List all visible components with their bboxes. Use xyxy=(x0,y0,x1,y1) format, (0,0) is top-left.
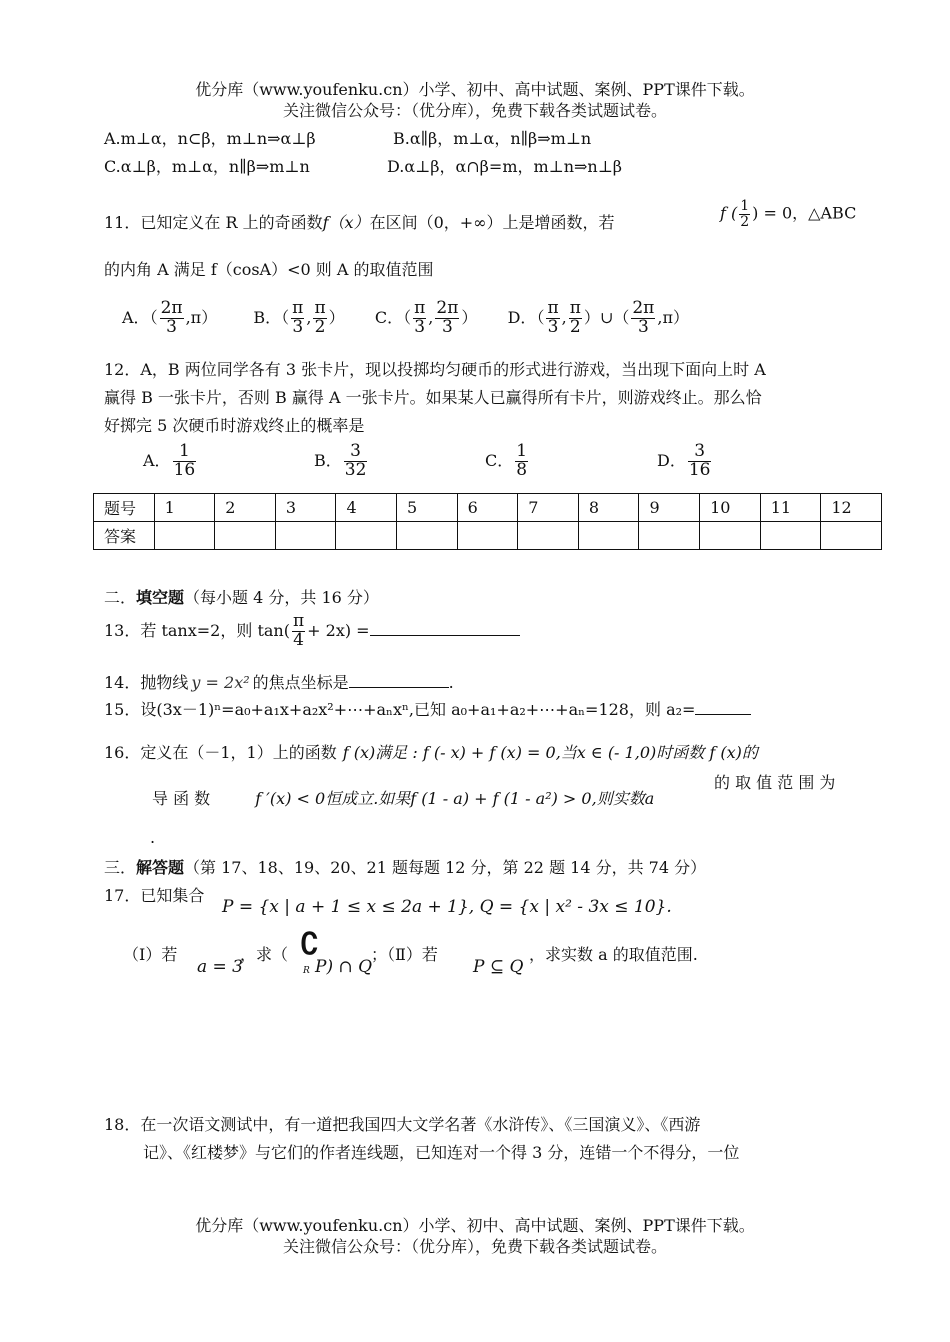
q11-frac-den: 3 xyxy=(414,316,426,337)
q11-paren: ） xyxy=(583,307,600,327)
q13 xyxy=(104,613,520,650)
q11-opt-b xyxy=(253,298,349,337)
q12-option-b xyxy=(314,443,369,480)
q13-number: 13． xyxy=(104,620,141,640)
q11-cond-f: f ( xyxy=(720,203,738,223)
q11-paren: （ xyxy=(403,307,412,327)
header-line-2: 关注微信公众号：（优分库），免费下载各类试题试卷。 xyxy=(282,101,667,120)
q11-options xyxy=(122,300,689,337)
q17-part-2-text: ，求实数 a 的取值范围. xyxy=(529,945,698,964)
answer-cell[interactable] xyxy=(760,522,821,550)
q14-end: . xyxy=(448,673,454,692)
q11-opt-a xyxy=(122,298,222,337)
q10-option-c: C.α⊥β，m⊥α，n∥β⇒m⊥n xyxy=(104,157,310,176)
q11-frac-num: π xyxy=(414,298,426,318)
q11-frac-den: 3 xyxy=(547,316,559,337)
q11-line-2: 的内角 A 满足 f（cosA）<0 则 A 的取值范围 xyxy=(104,260,434,279)
q11-paren: ） xyxy=(328,307,345,327)
q12-frac-den: 32 xyxy=(344,459,367,480)
section-2-note: （每小题 4 分，共 16 分） xyxy=(184,588,379,607)
q12-opt-label: C． xyxy=(485,450,514,470)
q14-number: 14． xyxy=(104,673,141,692)
q12-frac-num: 3 xyxy=(688,443,712,462)
q18-text-1: 在一次语文测试中，有一道把我国四大文学名著《水浒传》、《三国演义》、《西游 xyxy=(140,1115,701,1134)
answer-table-number: 3 xyxy=(275,494,336,522)
q10-option-a: A.m⊥α，n⊂β，m⊥n⇒α⊥β xyxy=(104,129,316,148)
q16-text-c: 的 取 值 范 围 为 xyxy=(714,773,836,792)
answer-table-head: 答案 xyxy=(94,522,155,550)
header-line-1: 优分库（www.youfenku.cn）小学、初中、高中试题、案例、PPT课件下载。 xyxy=(195,80,755,99)
q12-number: 12． xyxy=(104,360,141,379)
q17-part-2-condition: P ⊆ Q xyxy=(473,957,524,977)
q17-sets-formula: P = {x | a + 1 ≤ x ≤ 2a + 1}, Q = {x | x² - 3x ≤ 10}. xyxy=(222,897,672,917)
q10-option-b: B.α∥β，m⊥α，n∥β⇒m⊥n xyxy=(393,129,592,148)
answer-table-number: 5 xyxy=(397,494,458,522)
answer-cell[interactable] xyxy=(336,522,397,550)
q12-frac-den: 16 xyxy=(173,459,196,480)
q11-comma-pi: ,π xyxy=(185,307,202,327)
q17-part-1-condition: a = 3 xyxy=(197,957,244,977)
q12-frac-den: 8 xyxy=(516,459,528,480)
q11-opt-c-label: C． xyxy=(374,307,404,327)
footer-line-1: 优分库（www.youfenku.cn）小学、初中、高中试题、案例、PPT课件下载。 xyxy=(195,1216,755,1235)
q15-text: 设(3x－1)ⁿ=a₀+a₁x+a₂x²+⋯+aₙxⁿ,已知 a₀+a₁+a₂+⋯+aₙ=128，则 a₂= xyxy=(140,700,696,719)
q12-frac-den: 16 xyxy=(688,459,711,480)
section-2-heading xyxy=(104,585,379,608)
section-2-title: 填空题 xyxy=(136,588,185,607)
q11-paren: （ xyxy=(281,307,290,327)
q11-text-a: 已知定义在 R 上的奇函数 xyxy=(140,213,323,232)
q11-frac-num: π xyxy=(314,298,326,318)
answer-cell[interactable] xyxy=(154,522,215,550)
section-3-title: 解答题 xyxy=(136,858,185,877)
q11-comma: , xyxy=(428,307,434,327)
q11-comma: , xyxy=(561,307,567,327)
q14-text-b: 的焦点坐标是 xyxy=(252,673,349,692)
q15-answer-blank[interactable] xyxy=(695,700,751,715)
q13-tan: tan( xyxy=(257,620,290,640)
q17-line-1 xyxy=(104,883,204,906)
q12-opt-label: B． xyxy=(314,450,342,470)
q13-answer-blank[interactable] xyxy=(370,621,520,636)
q14-text-a: 抛物线 xyxy=(140,673,189,692)
q16-formula-2: f ′(x) < 0恒成立.如果f (1 - a) + f (1 - a²) > 0,则实数a xyxy=(255,789,655,808)
q13-frac-num: π xyxy=(292,611,305,631)
q11-frac-den: 2 xyxy=(569,316,581,337)
q11-frac-num: π xyxy=(292,298,304,318)
answer-table xyxy=(93,493,882,550)
footer-line-2: 关注微信公众号：（优分库），免费下载各类试题试卷。 xyxy=(282,1237,667,1256)
q14-formula: y = 2x² xyxy=(191,673,250,692)
q17-part-1-expression: P) ∩ Q xyxy=(315,957,373,977)
q11-paren: （ xyxy=(149,307,158,327)
q11-paren: （ xyxy=(613,307,630,327)
answer-table-number: 4 xyxy=(336,494,397,522)
q16-line-1 xyxy=(104,740,758,763)
q16-formula-1: f (x)满足 : f (- x) + f (x) = 0,当x ∈ (- 1,0)时函数 f (x)的 xyxy=(342,743,758,762)
q12-option-d xyxy=(657,443,713,480)
q17-text: 已知集合 xyxy=(140,886,205,905)
answer-cell[interactable] xyxy=(700,522,761,550)
q17-complement-symbol: ∁ xyxy=(300,927,320,962)
q11-cond-num: 1 xyxy=(740,198,750,214)
q12-text-1: A，B 两位同学各有 3 张卡片，现以投掷均匀硬币的形式进行游戏，当出现下面向上时 A xyxy=(140,360,766,379)
q11-frac-den: 3 xyxy=(637,316,649,337)
section-3-note: （第 17、18、19、20、21 题每题 12 分，第 22 题 14 分，共 74 分） xyxy=(184,858,707,877)
q16-line-3: . xyxy=(150,828,156,847)
q17-part-1-label: （Ⅰ）若 xyxy=(123,945,178,964)
answer-cell[interactable] xyxy=(639,522,700,550)
answer-cell[interactable] xyxy=(821,522,882,550)
q11-opt-d-label: D． xyxy=(507,307,537,327)
answer-table-number-row xyxy=(94,494,882,522)
q11-opt-a-label: A． xyxy=(122,307,150,327)
q11-comma-pi: ,π xyxy=(657,307,673,327)
q11-text-c: ，△ABC xyxy=(792,203,857,223)
q11-paren: ） xyxy=(672,307,689,327)
answer-table-number: 1 xyxy=(154,494,215,522)
q10-option-d: D.α⊥β，α∩β=m，m⊥n⇒n⊥β xyxy=(387,157,623,176)
q11-paren: ） xyxy=(201,307,218,327)
section-2-number: 二． xyxy=(104,588,137,607)
q11-frac-num: 2π xyxy=(632,298,655,318)
q12-opt-label: D． xyxy=(657,450,686,470)
q11-frac-num: π xyxy=(547,298,559,318)
q11-frac-num: π xyxy=(569,298,581,318)
q16-number: 16． xyxy=(104,743,141,762)
answer-table-number: 2 xyxy=(215,494,276,522)
q11-frac-den: 3 xyxy=(166,316,177,337)
answer-table-number: 7 xyxy=(518,494,579,522)
q12-line-2: 赢得 B 一张卡片，否则 B 赢得 A 一张卡片。如果某人已赢得所有卡片，则游戏终止。那么恰 xyxy=(104,388,762,407)
answer-cell[interactable] xyxy=(275,522,336,550)
q12-opt-label: A． xyxy=(143,450,171,470)
q12-frac-num: 1 xyxy=(516,441,528,461)
q11-union: ∪ xyxy=(599,307,614,327)
answer-table-number: 6 xyxy=(457,494,518,522)
q16-text-a: 定义在（－1，1）上的函数 xyxy=(140,743,337,762)
answer-table-number: 8 xyxy=(578,494,639,522)
section-3-heading xyxy=(104,855,706,878)
q11-paren: ） xyxy=(461,307,478,327)
q15 xyxy=(104,697,751,720)
answer-cell[interactable] xyxy=(215,522,276,550)
answer-cell[interactable] xyxy=(397,522,458,550)
q11-paren: （ xyxy=(536,307,545,327)
q18-line-2: 记》、《红楼梦》与它们的作者连线题，已知连对一个得 3 分，连错一个不得分，一位 xyxy=(143,1143,740,1162)
q11-frac-num: 2π xyxy=(160,298,183,318)
q12-option-a xyxy=(143,443,198,480)
q11-condition xyxy=(720,199,856,229)
answer-table-number: 12 xyxy=(821,494,882,522)
q17-number: 17． xyxy=(104,886,141,905)
q11-number: 11． xyxy=(104,213,141,232)
answer-table-number: 10 xyxy=(700,494,761,522)
q11-cond-eq: ) = 0 xyxy=(752,203,793,223)
q11-fx: f（x） xyxy=(322,213,370,232)
q11-opt-d xyxy=(507,298,689,337)
q12-line-3: 好掷完 5 次硬币时游戏终止的概率是 xyxy=(104,416,365,435)
q16-text-b: 导 函 数 xyxy=(152,789,211,808)
answer-table-answer-row xyxy=(94,522,882,550)
q17-part-2-label: ；（Ⅱ）若 xyxy=(371,945,438,964)
q13-rest: + 2x) = xyxy=(307,620,370,640)
q11-text-b: 在区间（0，+∞）上是增函数，若 xyxy=(369,213,615,232)
q12-line-1 xyxy=(104,357,766,380)
q12-option-c xyxy=(485,443,530,480)
q18-line-1 xyxy=(104,1112,700,1135)
q11-cond-den: 2 xyxy=(740,213,750,230)
q13-frac-den: 4 xyxy=(293,629,304,650)
q11-frac-den: 2 xyxy=(314,316,326,337)
q17-part-1-ask: ，求（ xyxy=(240,945,289,964)
q11-line-1 xyxy=(104,210,614,233)
q11-frac-den: 3 xyxy=(441,316,453,337)
answer-table-number: 11 xyxy=(760,494,821,522)
answer-cell[interactable] xyxy=(518,522,579,550)
q12-frac-num: 1 xyxy=(173,443,197,462)
section-3-number: 三． xyxy=(104,858,137,877)
q15-number: 15． xyxy=(104,700,141,719)
q11-frac-num: 2π xyxy=(436,298,459,318)
q17-complement-subscript: R xyxy=(303,966,310,976)
q13-text: 若 tanx=2，则 xyxy=(140,620,253,640)
answer-cell[interactable] xyxy=(457,522,518,550)
answer-table-head: 题号 xyxy=(94,494,155,522)
q12-frac-num: 3 xyxy=(344,443,368,462)
q18-number: 18． xyxy=(104,1115,141,1134)
answer-table-number: 9 xyxy=(639,494,700,522)
q11-comma: , xyxy=(306,307,312,327)
q14 xyxy=(104,670,454,693)
q11-frac-den: 3 xyxy=(292,316,304,337)
q14-answer-blank[interactable] xyxy=(349,673,449,688)
q11-opt-b-label: B． xyxy=(253,307,282,327)
q11-opt-c xyxy=(374,298,483,337)
answer-cell[interactable] xyxy=(578,522,639,550)
